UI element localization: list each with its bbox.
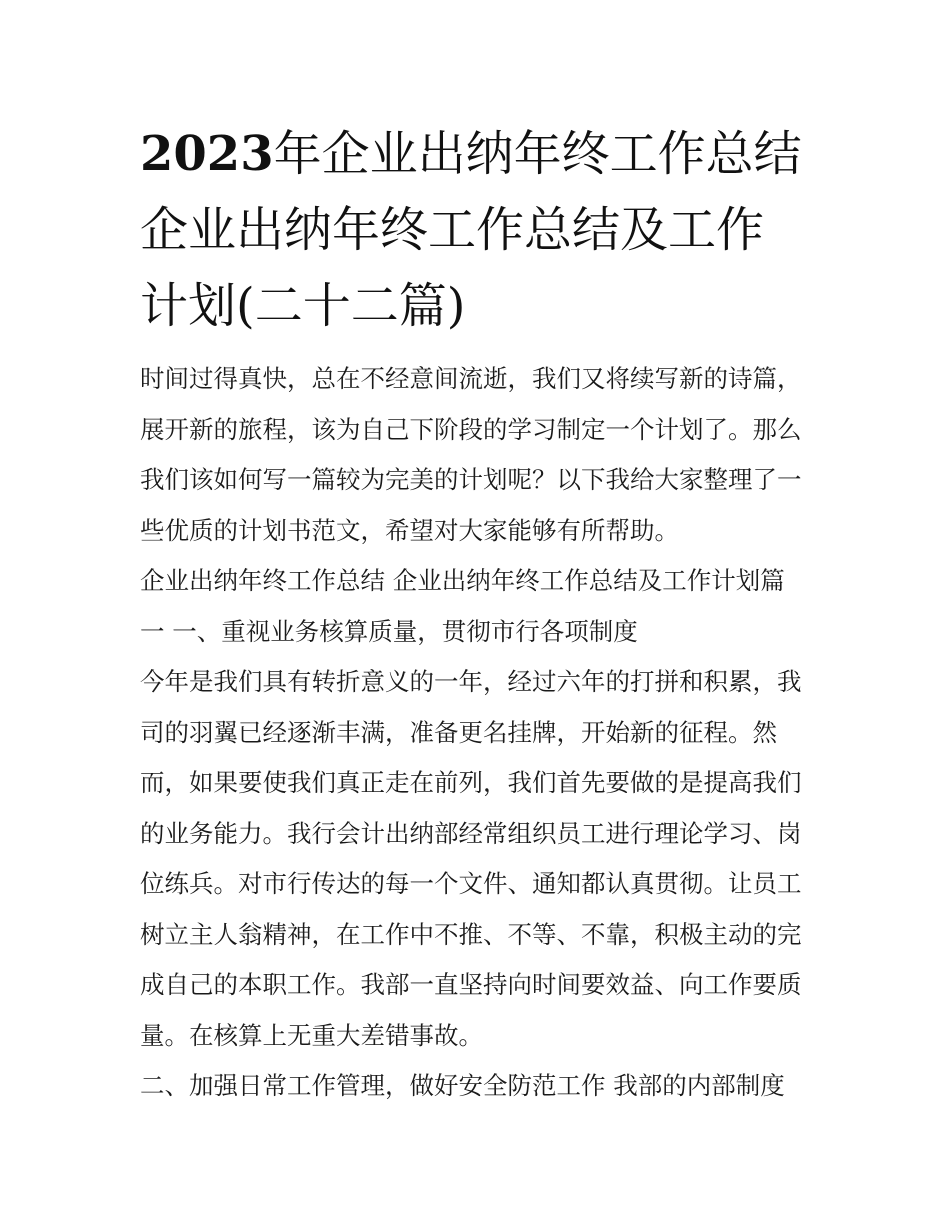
text-line: 我们该如何写一篇较为完美的计划呢？以下我给大家整理了一 [140, 465, 802, 494]
text-line: 成自己的本职工作。我部一直坚持向时间要效益、向工作要质 [140, 970, 802, 999]
text-line: 量。在核算上无重大差错事故。 [140, 1020, 483, 1050]
title-line: 计划(二十二篇) [140, 278, 466, 334]
text-line: 些优质的计划书范文，希望对大家能够有所帮助。 [140, 515, 679, 545]
text-line: 位练兵。对市行传达的每一个文件、通知都认真贯彻。让员工 [140, 869, 802, 898]
text-line: 树立主人翁精神，在工作中不推、不等、不靠，积极主动的完 [140, 919, 802, 949]
text-line: 展开新的旅程，该为自己下阶段的学习制定一个计划了。那么 [140, 414, 802, 444]
text-line: 而，如果要使我们真正走在前列，我们首先要做的是提高我们 [140, 768, 802, 797]
title-line: 企业出纳年终工作总结及工作 [140, 202, 765, 258]
text-line: 企业出纳年终工作总结 企业出纳年终工作总结及工作计划篇 [140, 566, 785, 595]
paragraph-section-two [140, 1061, 820, 1112]
text-line: 一 一、重视业务核算质量，贯彻市行各项制度 [140, 616, 638, 646]
document-content [140, 116, 820, 1112]
title-line-text: 年企业出纳年终工作总结 [273, 126, 802, 182]
document-body [140, 354, 820, 1112]
text-line: 司的羽翼已经逐渐丰满，准备更名挂牌，开始新的征程。然 [140, 717, 777, 747]
text-line: 二、加强日常工作管理，做好安全防范工作 我部的内部制度 [140, 1071, 785, 1100]
paragraph-body [140, 657, 820, 1061]
paragraph-section-heading [140, 556, 820, 657]
text-line: 的业务能力。我行会计出纳部经常组织员工进行理论学习、岗 [140, 818, 802, 848]
title-line [140, 116, 820, 192]
document-title [140, 116, 820, 344]
paragraph-intro [140, 354, 820, 556]
text-line: 今年是我们具有转折意义的一年，经过六年的打拼和积累，我 [140, 667, 802, 696]
title-year: 2023 [140, 126, 274, 182]
text-line: 时间过得真快，总在不经意间流逝，我们又将续写新的诗篇， [140, 364, 802, 393]
